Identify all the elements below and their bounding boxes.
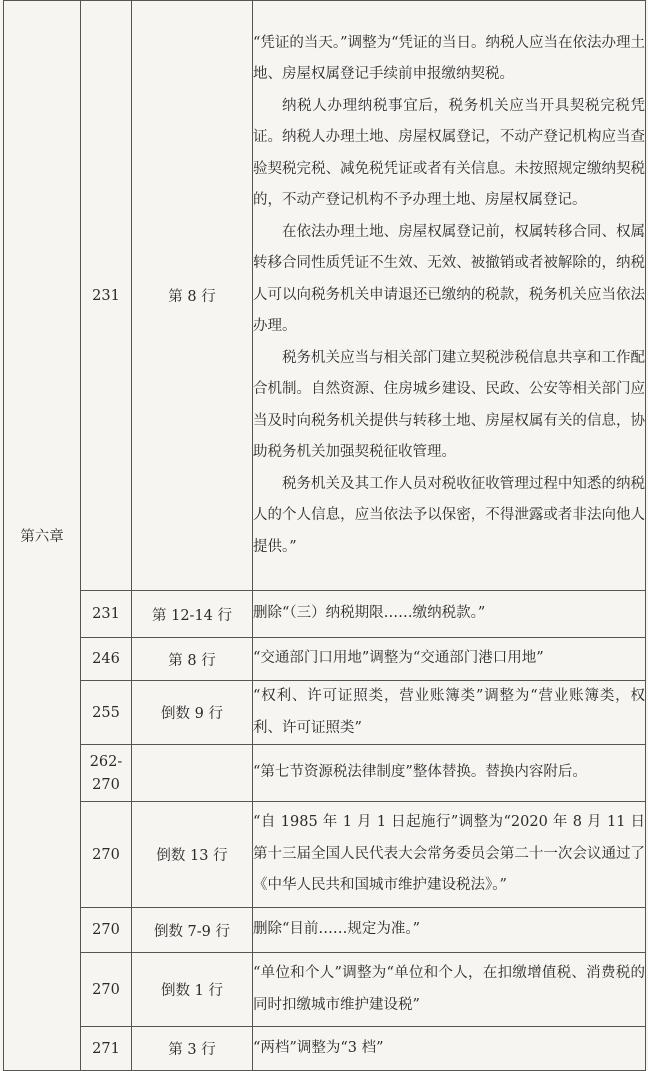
table-row [4,1,646,591]
content-paragraph: 删除“目前……规定为准。” [253,921,421,938]
content-paragraph: 在依法办理土地、房屋权属登记前，权属转移合同、权属转移合同性质凭证不生效、无效、被撤销或者被解除的，纳税人可以向税务机关申请退还已缴纳的税款，税务机关应当依法办理。 [253,223,645,335]
content-paragraph: 税务机关及其工作人员对税收征收管理过程中知悉的纳税人的个人信息，应当依法予以保密，不得泄露或者非法向他人提供。” [253,475,645,555]
content-paragraph: “第七节资源税法律制度”整体替换。替换内容附后。 [253,764,587,781]
page-cell: 271 [81,1027,132,1071]
table-row [4,1027,646,1071]
content-paragraph: 删除“（三）纳税期限……缴纳税款。” [253,605,486,622]
page-cell: 231 [81,591,132,638]
content-cell [253,1027,646,1071]
page-cell: 270 [81,908,132,953]
content-paragraph: 税务机关应当与相关部门建立契税涉税信息共享和工作配合机制。自然资源、住房城乡建设、民政、公安等相关部门应当及时向税务机关提供与转移土地、房屋权属有关的信息，协助税务机关加强契税征收管理。 [253,349,645,461]
line-cell [132,745,253,802]
table-row [4,745,646,802]
content-cell [253,745,646,802]
content-cell [253,908,646,953]
line-cell: 第 3 行 [132,1027,253,1071]
table-row [4,908,646,953]
page-cell: 270 [81,953,132,1027]
line-cell: 第 12-14 行 [132,591,253,638]
chapter-cell: 第六章 [4,1,81,1071]
errata-table [3,0,646,1071]
content-cell [253,681,646,745]
line-cell: 第 8 行 [132,1,253,591]
table-row [4,591,646,638]
table-row [4,953,646,1027]
page-range-start: 262- [89,754,123,770]
page-cell: 231 [81,1,132,591]
page-cell: 246 [81,638,132,681]
content-paragraph: “权利、许可证照类，营业账簿类”调整为“营业账簿类，权利、许可证照类” [253,688,645,736]
content-paragraph: “自 1985 年 1 月 1 日起施行”调整为“2020 年 8 月 11 日第十三届全国人民代表大会常务委员会第二十一次会议通过了《中华人民共和国城市维护建设税法》。” [253,814,645,894]
line-cell: 倒数 1 行 [132,953,253,1027]
content-paragraph: “两档”调整为“3 档” [253,1039,384,1056]
content-paragraph: 纳税人办理纳税事宜后，税务机关应当开具契税完税凭证。纳税人办理土地、房屋权属登记，不动产登记机构应当查验契税完税、减免税凭证或者有关信息。未按照规定缴纳契税的，不动产登记机构不予办理土地、房屋权属登记。 [253,97,645,209]
content-paragraph: “交通部门口用地”调整为“交通部门港口用地” [253,650,544,667]
table-row [4,802,646,908]
page-cell: 270 [81,802,132,908]
table-row [4,638,646,681]
content-cell [253,638,646,681]
line-cell: 倒数 9 行 [132,681,253,745]
content-paragraph: “单位和个人”调整为“单位和个人，在扣缴增值税、消费税的同时扣缴城市维护建设税” [253,965,645,1013]
line-cell: 第 8 行 [132,638,253,681]
line-cell: 倒数 7-9 行 [132,908,253,953]
line-cell: 倒数 13 行 [132,802,253,908]
content-cell [253,591,646,638]
page-cell: 255 [81,681,132,745]
content-cell [253,1,646,591]
page-cell [81,745,132,802]
table-row [4,681,646,745]
content-cell [253,802,646,908]
content-cell [253,953,646,1027]
content-paragraph: “凭证的当天。”调整为“凭证的当日。纳税人应当在依法办理土地、房屋权属登记手续前申报缴纳契税。 [253,34,645,83]
page-range-end: 270 [92,777,120,793]
